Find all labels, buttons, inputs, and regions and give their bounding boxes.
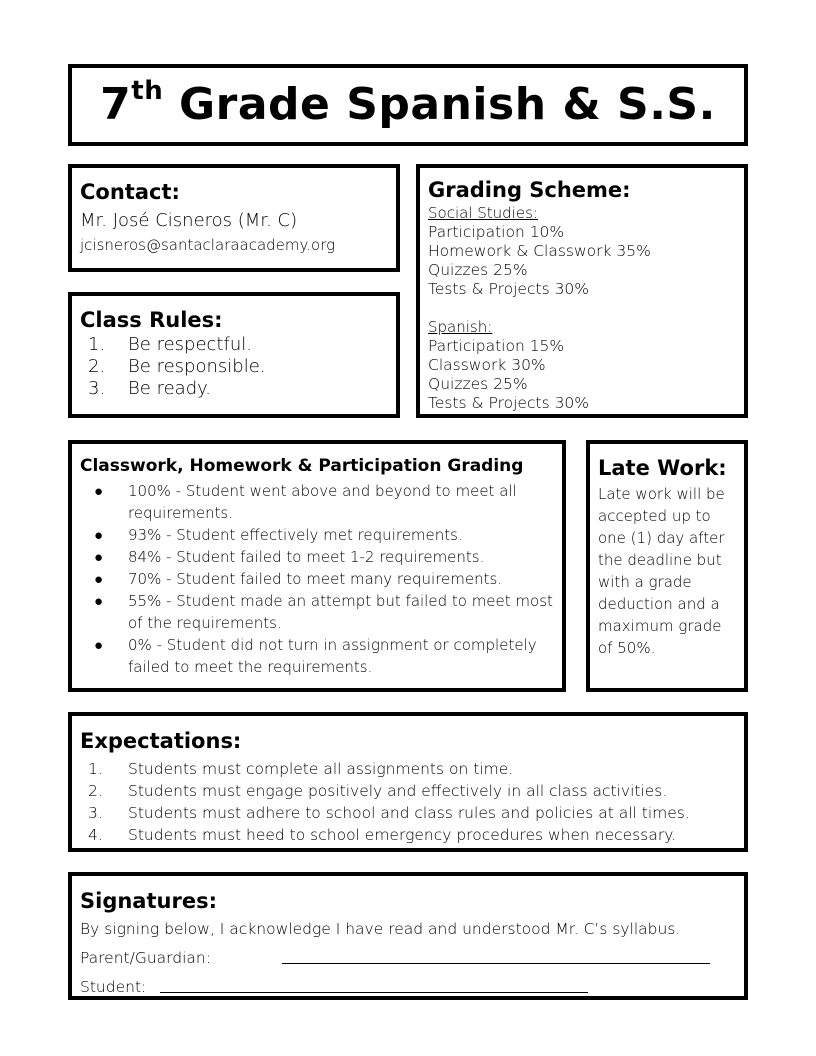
grading-line: Classwork 30% [428, 356, 546, 374]
student-signature-label: Student: [80, 978, 147, 996]
parent-signature-label: Parent/Guardian: [80, 949, 211, 967]
list-item [80, 546, 562, 568]
classwork-grading-list [80, 480, 562, 678]
list-item [80, 334, 396, 356]
page-title [72, 68, 744, 148]
parent-signature-line[interactable] [282, 963, 710, 964]
grading-line: Quizzes 25% [428, 261, 528, 279]
title-text: Grade Spanish & S.S. [163, 79, 716, 130]
list-item [80, 590, 562, 634]
grading-scheme-section [416, 164, 748, 418]
class-rules-heading: Class Rules: [80, 308, 223, 332]
classwork-grading-section [68, 440, 566, 692]
signature-statement: By signing below, I acknowledge I have read and understood Mr. C’s syllabus. [80, 920, 681, 938]
teacher-email: jcisneros@santaclaraacademy.org [80, 236, 336, 254]
grading-line: Tests & Projects 30% [428, 280, 590, 298]
late-work-heading: Late Work: [598, 456, 727, 480]
list-item [80, 378, 396, 400]
list-item [80, 524, 562, 546]
teacher-name: Mr. José Cisneros (Mr. C) [80, 210, 298, 231]
title-number: 7 [100, 79, 132, 130]
grading-scheme-heading: Grading Scheme: [428, 178, 631, 202]
list-item-text: Be respectful. [128, 334, 252, 355]
bullet-icon: ● [94, 636, 104, 654]
parent-signature-row [80, 947, 744, 969]
list-item [80, 758, 744, 780]
list-item-text: Students must complete all assignments on time. [128, 760, 514, 778]
social-studies-label: Social Studies: [428, 204, 538, 222]
list-item-text: 0% - Student did not turn in assignment or completely failed to meet the requirements. [128, 636, 537, 676]
list-number: 2. [88, 356, 106, 377]
expectations-section [68, 712, 748, 852]
list-item-text: Students must heed to school emergency procedures when necessary. [128, 826, 677, 844]
contact-section [68, 164, 400, 272]
list-item [80, 356, 396, 378]
expectations-heading: Expectations: [80, 729, 242, 753]
list-item-text: 93% - Student effectively met requirements. [128, 526, 463, 544]
list-item-text: 100% - Student went above and beyond to meet all requirements. [128, 482, 517, 522]
list-item [80, 568, 562, 590]
list-item-text: Be responsible. [128, 356, 266, 377]
list-number: 2. [88, 782, 103, 800]
expectations-list [80, 758, 744, 846]
signatures-section [68, 872, 748, 1000]
grading-line: Participation 10% [428, 223, 565, 241]
classwork-grading-heading: Classwork, Homework & Participation Grading [80, 456, 524, 476]
list-number: 3. [88, 378, 106, 399]
list-number: 3. [88, 804, 103, 822]
grading-line: Quizzes 25% [428, 375, 528, 393]
signatures-heading: Signatures: [80, 889, 217, 913]
bullet-icon: ● [94, 570, 104, 588]
list-item-text: Be ready. [128, 378, 211, 399]
student-signature-line[interactable] [160, 992, 588, 993]
list-item [80, 480, 562, 524]
student-signature-row [80, 976, 744, 998]
list-number: 1. [88, 760, 103, 778]
grading-line: Participation 15% [428, 337, 565, 355]
grading-line: Homework & Classwork 35% [428, 242, 651, 260]
class-rules-list [80, 334, 396, 400]
title-superscript: th [131, 76, 164, 106]
list-item-text: 70% - Student failed to meet many requirements. [128, 570, 503, 588]
list-item [80, 780, 744, 802]
list-item [80, 824, 744, 846]
late-work-text: Late work will be accepted up to one (1) day after the deadline but with a grade deduction and a maximum grade of 50%. [598, 485, 725, 657]
list-item [80, 634, 562, 678]
grading-line: Tests & Projects 30% [428, 394, 590, 412]
bullet-icon: ● [94, 592, 104, 610]
list-item-text: Students must engage positively and effectively in all class activities. [128, 782, 668, 800]
list-item-text: Students must adhere to school and class rules and policies at all times. [128, 804, 690, 822]
late-work-section [586, 440, 748, 692]
list-item [80, 802, 744, 824]
bullet-icon: ● [94, 482, 104, 500]
list-item-text: 84% - Student failed to meet 1-2 requirements. [128, 548, 485, 566]
list-number: 1. [88, 334, 106, 355]
spanish-label: Spanish: [428, 318, 493, 336]
list-item-text: 55% - Student made an attempt but failed to meet most of the requirements. [128, 592, 553, 632]
class-rules-section [68, 292, 400, 418]
contact-heading: Contact: [80, 180, 180, 204]
bullet-icon: ● [94, 548, 104, 566]
list-number: 4. [88, 826, 103, 844]
bullet-icon: ● [94, 526, 104, 544]
title-box [68, 64, 748, 146]
